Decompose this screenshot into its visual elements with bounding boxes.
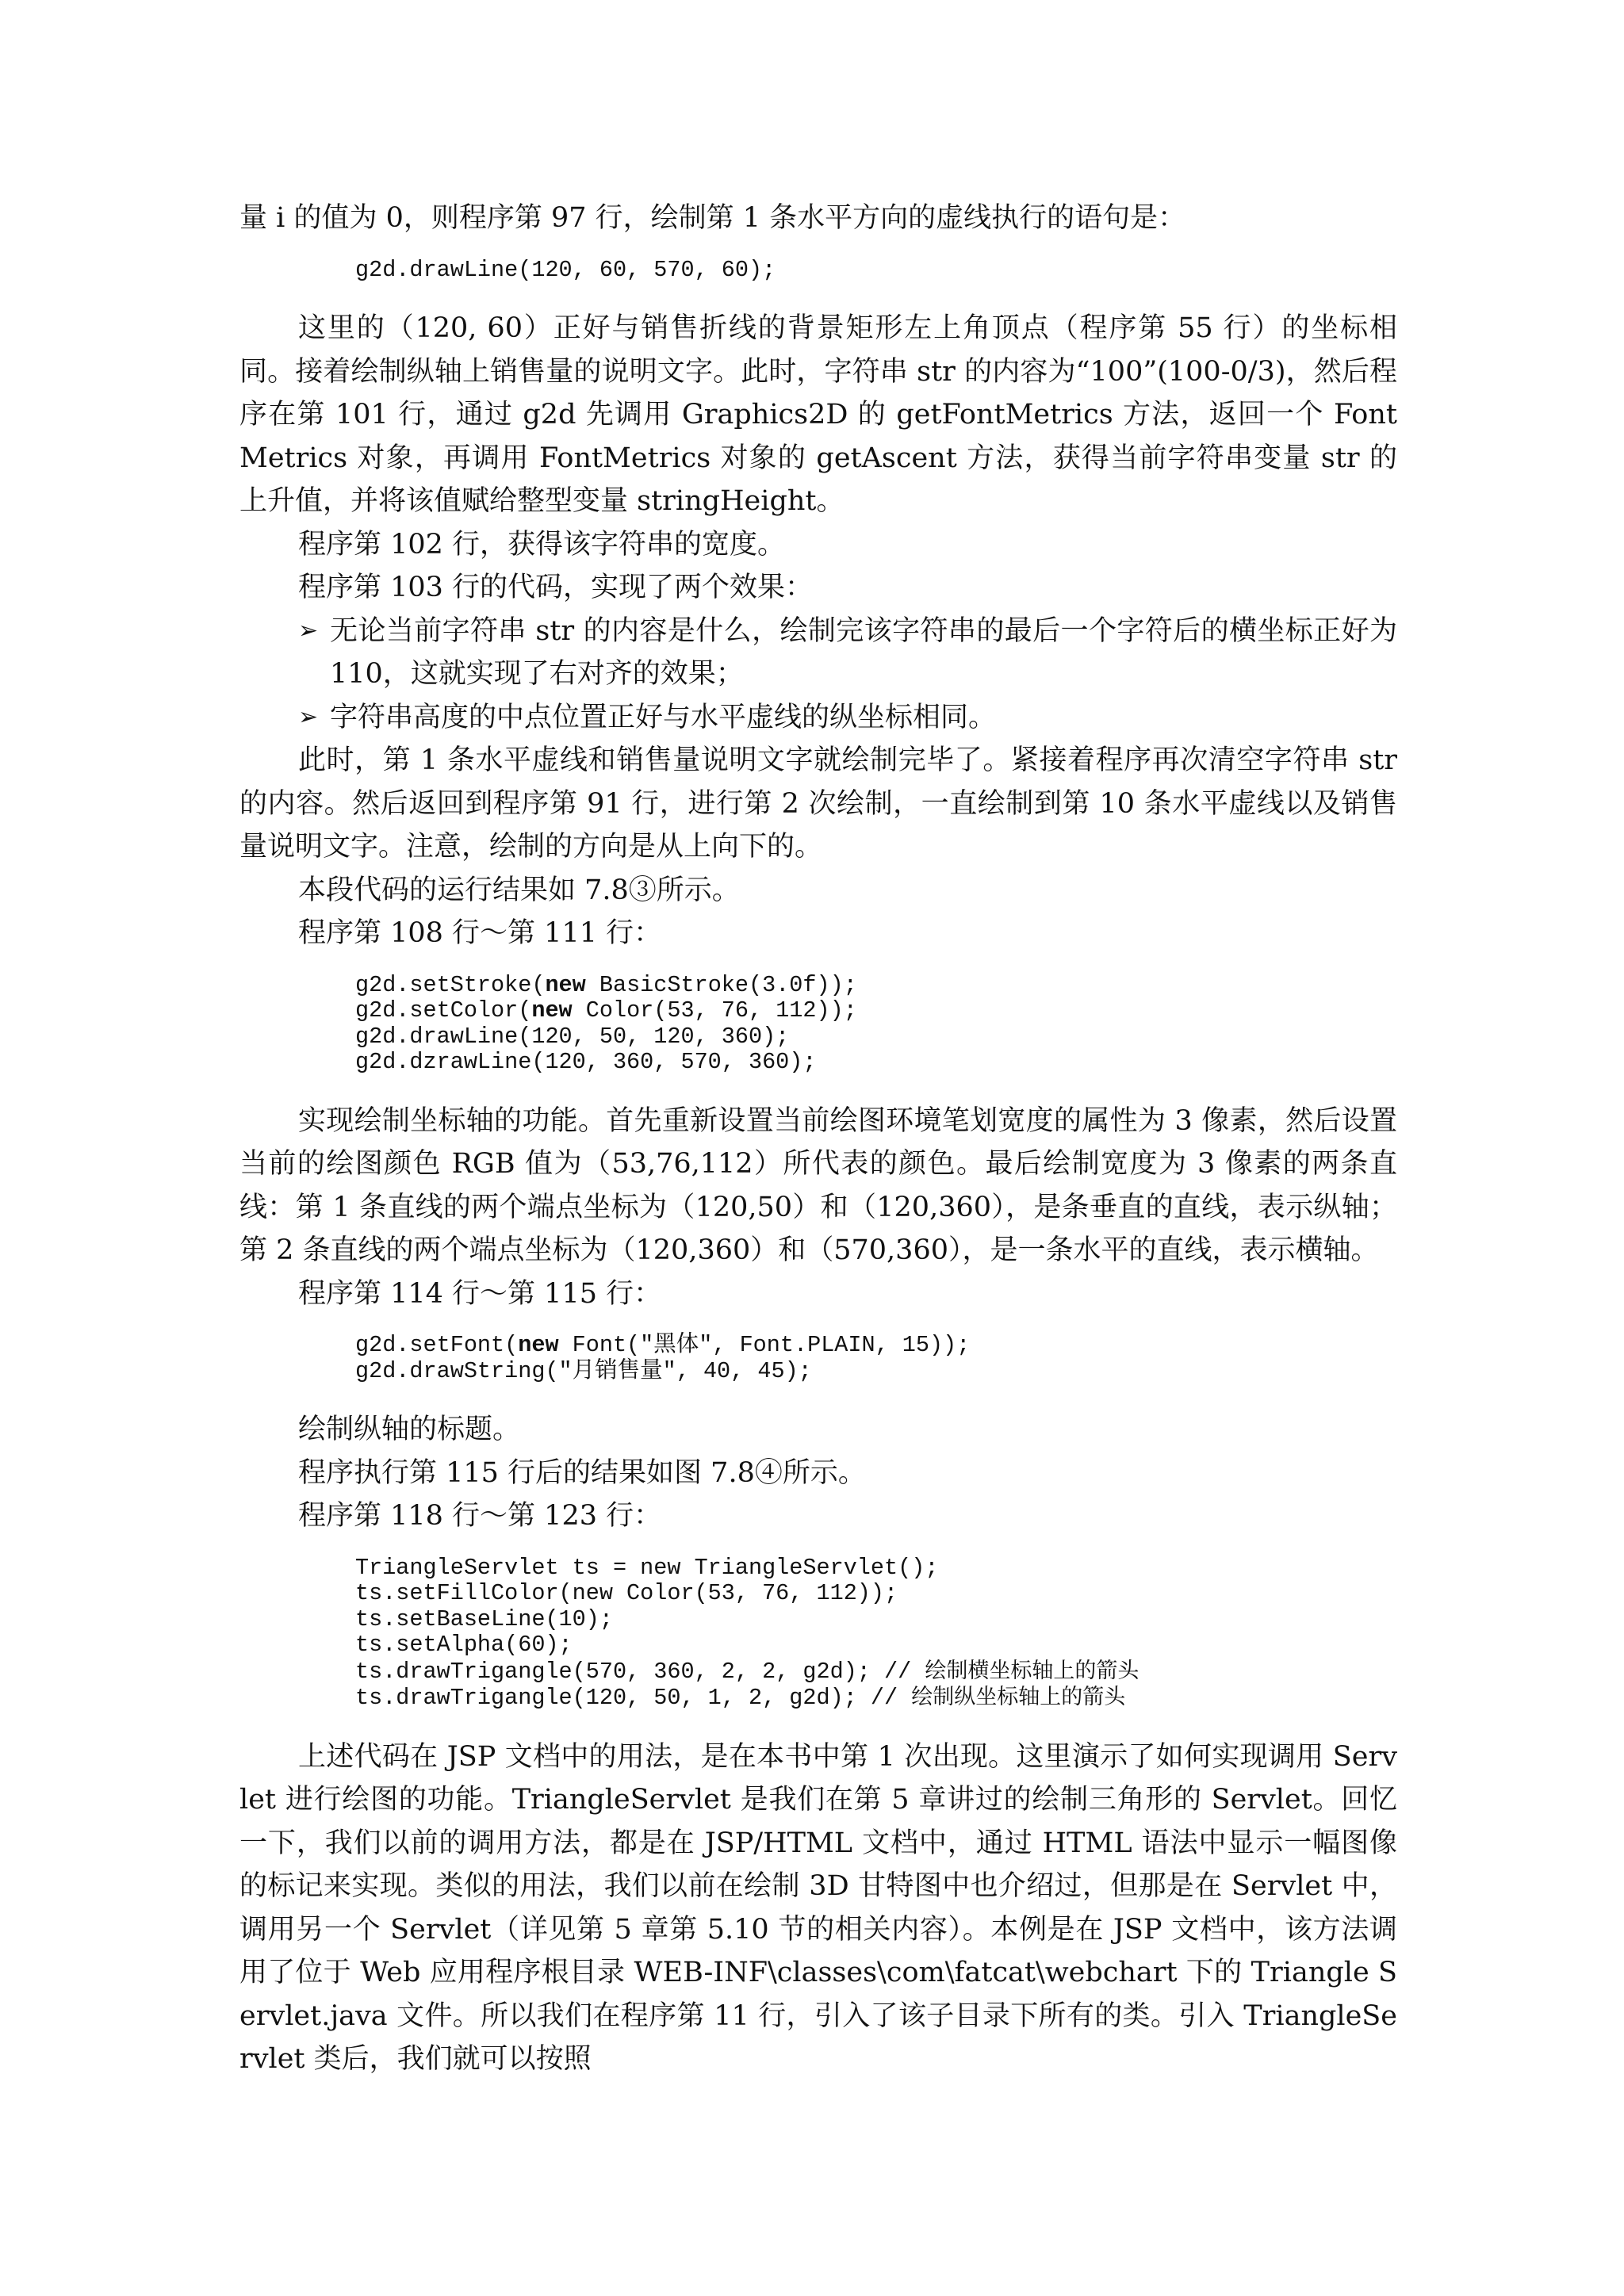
- spacer: [239, 1712, 1397, 1735]
- code-line: [355, 1332, 970, 1358]
- paragraph-intro: 量 i 的值为 0，则程序第 97 行，绘制第 1 条水平方向的虚线执行的语句是：: [239, 202, 1186, 234]
- paragraph-result-ref: 本段代码的运行结果如 7.8③所示。: [298, 874, 740, 906]
- paragraph-line-103: 程序第 103 行的代码，实现了两个效果：: [298, 572, 814, 603]
- code-block-axes: [355, 973, 1397, 1076]
- spacer: [239, 955, 1397, 973]
- code-line: ts.setBaseLine(10);: [355, 1605, 613, 1632]
- spacer: [239, 1315, 1397, 1333]
- code-text: Color(53, 76, 112));: [572, 997, 857, 1024]
- code-comment: 绘制纵坐标轴上的箭头: [911, 1685, 1126, 1709]
- code-comment: 绘制横坐标轴上的箭头: [925, 1658, 1139, 1683]
- paragraph-lines-114-115: 程序第 114 行～第 115 行：: [298, 1277, 662, 1310]
- code-block-font: [355, 1333, 1397, 1384]
- code-line: TriangleServlet ts = new TriangleServlet();: [355, 1554, 939, 1581]
- code-text: g2d.setFont(: [355, 1332, 519, 1358]
- code-keyword: new: [518, 1332, 559, 1358]
- code-keyword: new: [531, 997, 573, 1024]
- paragraph-explanation: 这里的（120, 60）正好与销售折线的背景矩形左上角顶点（程序第 55 行）的坐标相同。接着绘制纵轴上销售量的说明文字。此时，字符串 str 的内容为“100”(100-0/3)，然后程序在第 101 行，通过 g2d 先调用 Graphics2D 的 getFontMetrics 方法，返回一个 FontMetrics 对象，再调用 FontMetrics 对象的 getAscent 方法，获得当前字符串变量 str 的上升值，并将该值赋给整型变量 stringHeight。: [239, 312, 1397, 517]
- paragraph-line-102: 程序第 102 行，获得该字符串的宽度。: [298, 528, 786, 561]
- paragraph-servlet-usage: 上述代码在 JSP 文档中的用法，是在本书中第 1 次出现。这里演示了如何实现调用 Servlet 进行绘图的功能。TriangleServlet 是我们在第 5 章讲过的绘制三角形的 Servlet。回忆一下，我们以前的调用方法，都是在 JSP/HTML 文档中，通过 HTML 语法中显示一幅图像的标记来实现。类似的用法，我们以前在绘制 3D 甘特图中也介绍过，但那是在 Servlet 中，调用另一个 Servlet（详见第 5 章第 5.10 节的相关内容）。本例是在 JSP 文档中，该方法调用了位于 Web 应用程序根目录 WEB-INF\classes\com\fatcat\webchart 下的 Triangle Servlet.java 文件。所以我们在程序第 11 行，引入了该子目录下所有的类。引入 TriangleServlet 类后，我们就可以按照: [239, 1740, 1397, 2075]
- code-line: g2d.dzrawLine(120, 360, 570, 360);: [355, 1049, 817, 1075]
- paragraph-lines-108-111: 程序第 108 行～第 111 行：: [298, 917, 662, 949]
- spacer: [239, 240, 1397, 258]
- page-content: [239, 197, 1397, 2081]
- bullet-item-2: [239, 696, 1397, 740]
- code-text: Font("黑体", Font.PLAIN, 15));: [558, 1332, 971, 1358]
- spacer: [239, 283, 1397, 307]
- code-text: BasicStroke(3.0f));: [585, 971, 857, 998]
- code-line: ts.setFillColor(new Color(53, 76, 112));: [355, 1580, 898, 1606]
- code-line: [355, 1685, 1125, 1711]
- code-text: ts.drawTrigangle(570, 360, 2, 2, g2d); //: [355, 1658, 925, 1685]
- code-line: [355, 997, 857, 1024]
- code-line: [355, 972, 857, 998]
- code-line: g2d.drawLine(120, 50, 120, 360);: [355, 1023, 790, 1050]
- paragraph-axes-explanation: 实现绘制坐标轴的功能。首先重新设置当前绘图环境笔划宽度的属性为 3 像素，然后设置当前的绘图颜色 RGB 值为（53,76,112）所代表的颜色。最后绘制宽度为 3 像素的两条直线：第 1 条直线的两个端点坐标为（120,50）和（120,360），是条垂直的直线，表示纵轴；第 2 条直线的两个端点坐标为（120,360）和（570,360），是一条水平的直线，表示横轴。: [239, 1104, 1397, 1266]
- spacer: [239, 1076, 1397, 1100]
- paragraph-lines-118-123: 程序第 118 行～第 123 行：: [298, 1500, 662, 1532]
- paragraph-axis-title: 绘制纵轴的标题。: [298, 1414, 521, 1445]
- bullet-item-1: [239, 610, 1397, 696]
- bullet-arrow-icon: ➢: [298, 702, 319, 731]
- code-block-triangle: [355, 1556, 1397, 1712]
- code-text: g2d.setColor(: [355, 997, 532, 1024]
- spacer: [239, 1384, 1397, 1408]
- code-line: g2d.drawString("月销售量", 40, 45);: [355, 1357, 812, 1384]
- code-block-drawline: [355, 258, 1397, 284]
- code-keyword: new: [545, 971, 586, 998]
- paragraph-completion: 此时，第 1 条水平虚线和销售量说明文字就绘制完毕了。紧接着程序再次清空字符串 str 的内容。然后返回到程序第 91 行，进行第 2 次绘制，一直绘制到第 10 条水平虚线以及销售量说明文字。注意，绘制的方向是从上向下的。: [239, 744, 1397, 863]
- code-line: [355, 1659, 1139, 1685]
- code-text: g2d.setStroke(: [355, 971, 546, 998]
- code-text: ts.drawTrigangle(120, 50, 1, 2, g2d); //: [355, 1685, 912, 1711]
- code-line: g2d.drawLine(120, 60, 570, 60);: [355, 256, 776, 283]
- code-line: ts.setAlpha(60);: [355, 1632, 573, 1658]
- bullet-arrow-icon: ➢: [298, 616, 319, 645]
- bullet-text: 无论当前字符串 str 的内容是什么，绘制完该字符串的最后一个字符后的横坐标正好为 110，这就实现了右对齐的效果；: [330, 614, 1397, 690]
- paragraph-result-ref-2: 程序执行第 115 行后的结果如图 7.8④所示。: [298, 1456, 866, 1489]
- spacer: [239, 1538, 1397, 1556]
- bullet-text: 字符串高度的中点位置正好与水平虚线的纵坐标相同。: [330, 701, 997, 733]
